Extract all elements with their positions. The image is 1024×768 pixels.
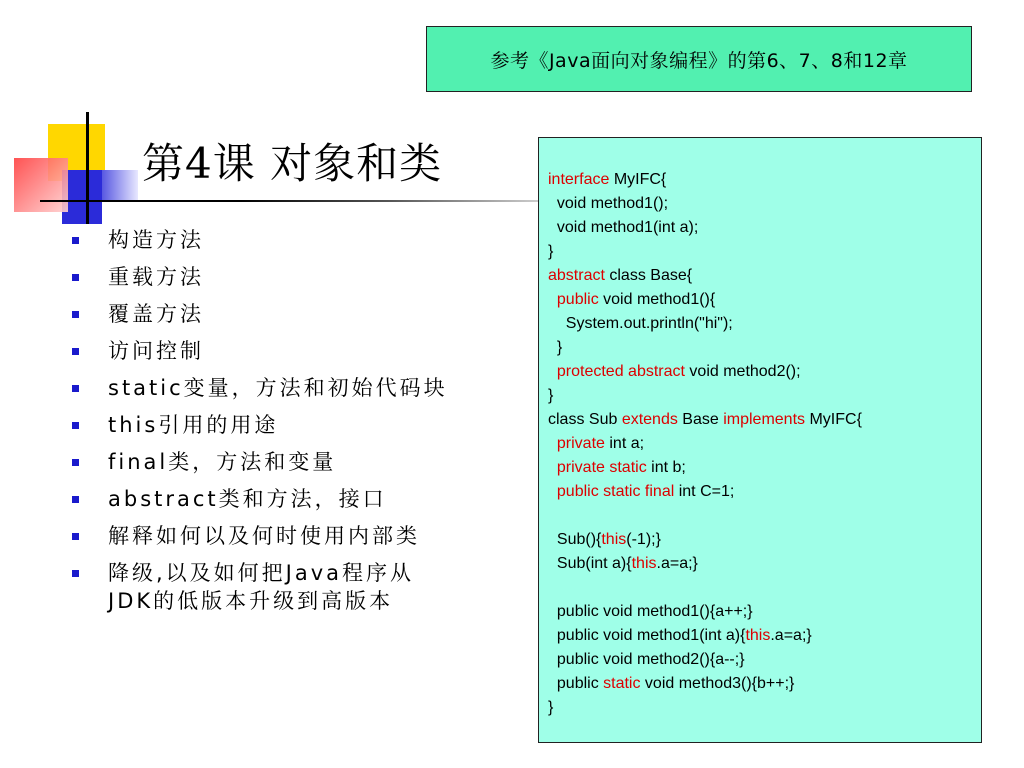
code-line: [548, 456, 981, 480]
code-text: void method1();: [548, 195, 669, 212]
code-keyword: extends: [621, 411, 678, 428]
code-text: class Sub: [548, 411, 622, 428]
title-underline: [40, 200, 538, 202]
bullet-text: 覆盖方法: [108, 302, 204, 326]
code-keyword: private: [556, 435, 605, 452]
code-text: void method1(int a);: [548, 219, 699, 236]
bullet-text: 访问控制: [108, 339, 204, 363]
bullet-item: [70, 374, 450, 402]
code-line: [548, 264, 981, 288]
bullet-item: [70, 448, 450, 476]
code-text: int b;: [646, 459, 686, 476]
code-line: [548, 336, 981, 360]
code-text: (-1);}: [626, 531, 661, 548]
bullet-item: [70, 263, 450, 291]
bullet-item: [70, 522, 450, 550]
bullet-text: 重载方法: [108, 265, 204, 289]
code-text: int C=1;: [674, 483, 735, 500]
logo-red-square: [14, 158, 68, 212]
code-text: MyIFC{: [805, 411, 862, 428]
code-line: [548, 240, 981, 264]
code-line: [548, 192, 981, 216]
bullet-text: 降级,以及如何把Java程序从JDK的低版本升级到高版本: [108, 561, 415, 613]
logo-vertical-line: [86, 112, 89, 224]
code-text: public void method2(){a--;}: [548, 651, 745, 668]
code-text: public: [548, 675, 604, 692]
code-line: [548, 576, 981, 600]
code-text: .a=a;}: [770, 627, 812, 644]
reference-text: 参考《Java面向对象编程》的第6、7、8和12章: [490, 49, 908, 72]
code-line: [548, 624, 981, 648]
bullet-text: 构造方法: [108, 228, 204, 252]
code-text: Sub(){: [548, 531, 602, 548]
code-keyword: this: [745, 627, 771, 644]
code-keyword: public: [556, 291, 599, 308]
code-text: }: [548, 243, 554, 260]
square-bullet-icon: [72, 237, 79, 244]
square-bullet-icon: [72, 422, 79, 429]
slide-title: 第4课 对象和类: [142, 139, 443, 188]
reference-box: [426, 26, 972, 92]
code-text: public void method1(){a++;}: [548, 603, 753, 620]
code-line: [548, 504, 981, 528]
code-line: [548, 672, 981, 696]
square-bullet-icon: [72, 348, 79, 355]
code-keyword: private static: [556, 459, 647, 476]
bullet-item: [70, 226, 450, 254]
code-line: [548, 600, 981, 624]
code-text: Base: [677, 411, 724, 428]
code-text: MyIFC{: [609, 171, 667, 188]
code-text: [548, 483, 557, 500]
logo-blue-gradient: [100, 170, 138, 200]
logo-blue-square: [62, 170, 102, 224]
bullet-list: [70, 226, 450, 624]
code-text: [548, 291, 557, 308]
code-line: [548, 480, 981, 504]
code-text: void method1(){: [598, 291, 716, 308]
code-keyword: protected abstract: [556, 363, 685, 380]
code-text: int a;: [604, 435, 645, 452]
code-keyword: static: [603, 675, 641, 692]
code-text: [548, 363, 557, 380]
code-line: [548, 432, 981, 456]
square-bullet-icon: [72, 533, 79, 540]
square-bullet-icon: [72, 385, 79, 392]
code-text: void method3(){b++;}: [640, 675, 795, 692]
code-line: [548, 288, 981, 312]
code-text: }: [548, 339, 563, 356]
code-line: [548, 360, 981, 384]
code-keyword: this: [631, 555, 657, 572]
code-line: [548, 312, 981, 336]
code-text: System.out.println("hi");: [548, 315, 733, 332]
square-bullet-icon: [72, 496, 79, 503]
code-text: }: [548, 387, 554, 404]
code-text: [548, 459, 557, 476]
bullet-text: abstract类和方法，接口: [108, 487, 387, 511]
bullet-item: [70, 411, 450, 439]
square-bullet-icon: [72, 274, 79, 281]
code-keyword: implements: [723, 411, 806, 428]
code-text: .a=a;}: [656, 555, 698, 572]
code-line: [548, 552, 981, 576]
code-keyword: public static final: [556, 483, 675, 500]
code-line: [548, 696, 981, 720]
code-keyword: interface: [548, 171, 610, 188]
code-line: [548, 168, 981, 192]
code-text: Sub(int a){: [548, 555, 632, 572]
bullet-item: [70, 300, 450, 328]
code-keyword: abstract: [548, 267, 605, 284]
square-bullet-icon: [72, 459, 79, 466]
code-text: [548, 435, 557, 452]
square-bullet-icon: [72, 570, 79, 577]
code-line: [548, 216, 981, 240]
bullet-text: 解释如何以及何时使用内部类: [108, 524, 420, 548]
code-line: [548, 528, 981, 552]
code-keyword: this: [601, 531, 627, 548]
square-bullet-icon: [72, 311, 79, 318]
code-text: public void method1(int a){: [548, 627, 746, 644]
bullet-text: this引用的用途: [108, 413, 279, 437]
bullet-item: [70, 337, 450, 365]
code-line: [548, 384, 981, 408]
bullet-item: [70, 485, 450, 513]
bullet-text: static变量，方法和初始代码块: [108, 376, 448, 400]
bullet-text: final类，方法和变量: [108, 450, 337, 474]
code-box: [538, 137, 982, 743]
bullet-item: [70, 559, 450, 615]
code-text: class Base{: [604, 267, 693, 284]
code-text: }: [548, 699, 554, 716]
code-text: void method2();: [684, 363, 801, 380]
code-line: [548, 648, 981, 672]
code-line: [548, 408, 981, 432]
